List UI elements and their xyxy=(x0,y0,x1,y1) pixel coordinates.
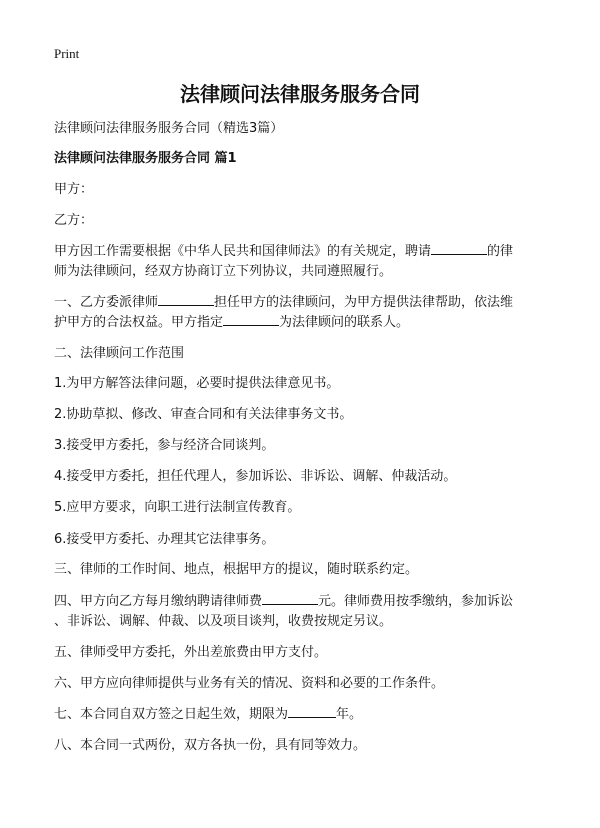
document-title: 法律顾问法律服务服务合同 xyxy=(180,82,420,106)
scope-item: 5.应甲方要求，向职工进行法制宣传教育。 xyxy=(54,500,301,515)
clause-1-l2-post: 为法律顾问的联系人。 xyxy=(279,315,410,330)
clause-4-text-pre: 四、甲方向乙方每月缴纳聘请律师费 xyxy=(54,594,263,609)
intro-line-2: 师为法律顾问，经双方协商订立下列协议，共同遵照履行。 xyxy=(54,264,393,279)
clause-1-text-post: 担任甲方的法律顾问，为甲方提供法律帮助，依法维 xyxy=(214,295,514,310)
clause-1-l2-pre: 护甲方的合法权益。甲方指定 xyxy=(54,315,224,330)
party-a-label: 甲方： xyxy=(54,182,94,197)
print-label: Print xyxy=(54,46,80,61)
contact-person-blank xyxy=(223,311,279,326)
clause-1-text-pre: 一、乙方委派律师 xyxy=(54,295,159,310)
scope-item: 3.接受甲方委托，参与经济合同谈判。 xyxy=(54,438,275,453)
intro-text-pre: 甲方因工作需要根据《中华人民共和国律师法》的有关规定，聘请 xyxy=(54,244,432,259)
section-heading: 法律顾问法律服务服务合同 篇1 xyxy=(54,151,237,166)
clause-8: 八、本合同一式两份，双方各执一份，具有同等效力。 xyxy=(54,738,367,753)
clause-7-text-pre: 七、本合同自双方签之日起生效，期限为 xyxy=(54,707,289,722)
clause-1-line-2 xyxy=(54,311,554,335)
intro-text-post: 的律 xyxy=(487,244,514,259)
scope-item: 1.为甲方解答法律问题，必要时提供法律意见书。 xyxy=(54,376,340,391)
scope-item: 2.协助草拟、修改、审查合同和有关法律事务文书。 xyxy=(54,407,353,422)
document-subtitle: 法律顾问法律服务服务合同（精选3篇） xyxy=(54,121,284,136)
term-years-blank xyxy=(288,703,336,718)
scope-item: 4.接受甲方委托，担任代理人，参加诉讼、非诉讼、调解、仲裁活动。 xyxy=(54,469,457,484)
clause-4-text-post: 元。律师费用按季缴纳，参加诉讼 xyxy=(318,594,514,609)
party-b-label: 乙方： xyxy=(54,213,94,228)
clause-6: 六、甲方应向律师提供与业务有关的情况、资料和必要的工作条件。 xyxy=(54,676,445,691)
clause-3: 三、律师的工作时间、地点，根据甲方的提议，随时联系约定。 xyxy=(54,562,419,577)
clause-7-text-post: 年。 xyxy=(336,707,363,722)
lawyer-name-blank xyxy=(158,291,214,306)
clause-4-line-2: 、非诉讼、调解、仲裁、以及项目谈判，收费按规定另议。 xyxy=(54,614,393,629)
clause-5: 五、律师受甲方委托，外出差旅费由甲方支付。 xyxy=(54,645,328,660)
scope-item: 6.接受甲方委托、办理其它法律事务。 xyxy=(54,532,275,547)
clause-7 xyxy=(54,703,554,727)
clause-2-heading: 二、法律顾问工作范围 xyxy=(54,346,185,361)
lawyer-firm-blank xyxy=(431,240,487,255)
fee-amount-blank xyxy=(262,590,318,605)
